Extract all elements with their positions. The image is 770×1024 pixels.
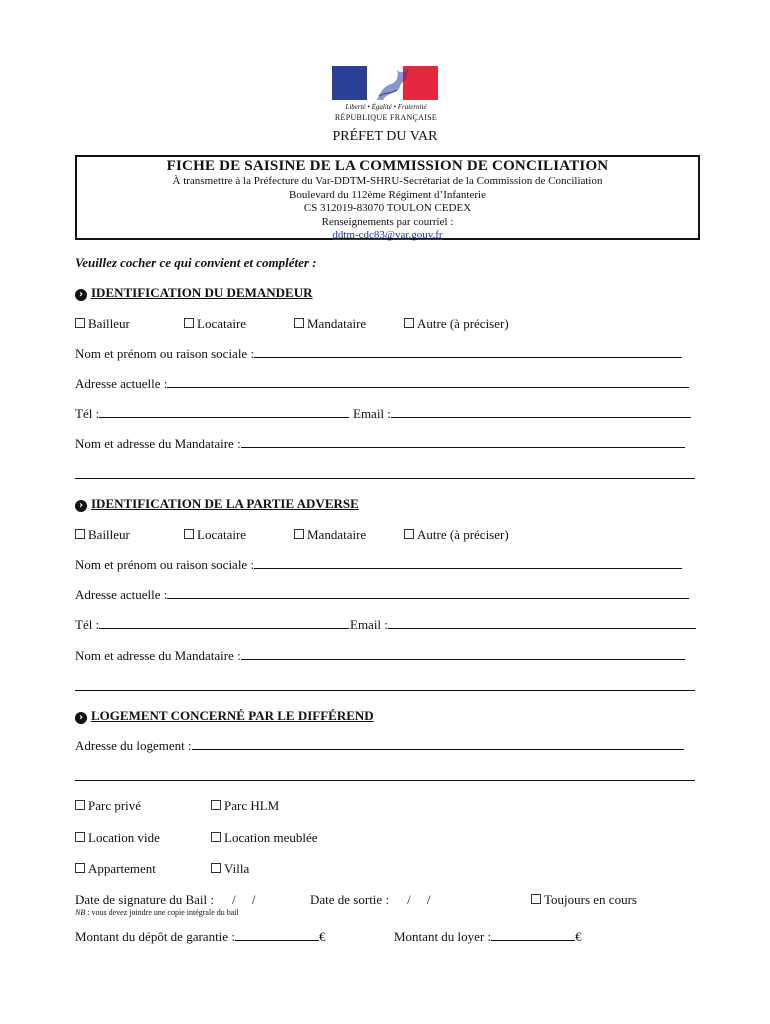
checkbox-icon[interactable] [404,529,414,539]
info-line: Renseignements par courriel : [321,215,454,228]
date-signature-field[interactable]: Date de signature du Bail : / / [75,892,256,907]
mandataire-field-2[interactable]: Nom et adresse du Mandataire : [75,648,685,664]
continuation-line[interactable] [75,478,695,479]
checkbox-mandataire-1[interactable]: Mandataire [294,316,366,332]
checkbox-parc-hlm[interactable]: Parc HLM [211,798,279,814]
checkbox-bailleur-2[interactable]: Bailleur [75,527,130,543]
instruction: Veuillez cocher ce qui convient et compléter : [75,255,317,270]
checkbox-icon[interactable] [75,832,85,842]
checkbox-icon[interactable] [211,800,221,810]
arrow-circle-icon: › [75,500,87,512]
contact-email-link[interactable]: ddtm-cdc83@var.gouv.fr [332,229,443,241]
checkbox-icon[interactable] [184,318,194,328]
section-logement-heading: › LOGEMENT CONCERNÉ PAR LE DIFFÉREND [75,708,374,724]
continuation-line[interactable] [75,780,695,781]
checkbox-icon[interactable] [294,529,304,539]
checkbox-icon[interactable] [294,318,304,328]
nb-note: NB : vous devez joindre une copie intégrale du bail [75,908,239,917]
loyer-field[interactable]: Montant du loyer : € [394,929,582,944]
checkbox-mandataire-2[interactable]: Mandataire [294,527,366,543]
mandataire-field-1[interactable]: Nom et adresse du Mandataire : [75,436,685,452]
republique-logo [325,66,447,122]
republic-label: RÉPUBLIQUE FRANÇAISE [334,113,438,122]
checkbox-icon[interactable] [184,529,194,539]
email-field-1[interactable]: Email : [353,406,691,422]
checkbox-locataire-1[interactable]: Locataire [184,316,246,332]
checkbox-bailleur-1[interactable]: Bailleur [75,316,130,332]
continuation-line[interactable] [75,690,695,691]
tel-field-1[interactable]: Tél : [75,406,349,422]
date-sortie-field[interactable]: Date de sortie : / / [310,892,431,907]
checkbox-icon[interactable] [211,863,221,873]
adresse-field-2[interactable]: Adresse actuelle : [75,587,689,603]
checkbox-icon[interactable] [75,863,85,873]
prefet-label: PRÉFET DU VAR [332,129,438,144]
checkbox-location-meublee[interactable]: Location meublée [211,830,318,846]
checkbox-autre-1[interactable]: Autre (à préciser) [404,316,509,332]
arrow-circle-icon: › [75,289,87,301]
checkbox-appartement[interactable]: Appartement [75,861,156,877]
checkbox-toujours-en-cours[interactable]: Toujours en cours [531,892,637,908]
motto: Liberté • Égalité • Fraternité [345,103,427,111]
checkbox-icon[interactable] [75,800,85,810]
marianne-flag-icon [332,66,438,100]
checkbox-icon[interactable] [531,894,541,904]
checkbox-icon[interactable] [75,529,85,539]
address-line-1: À transmettre à la Préfecture du Var-DDTM-SHRU-Secrétariat de la Commission de Conciliation [172,175,603,187]
checkbox-parc-prive[interactable]: Parc privé [75,798,141,814]
checkbox-autre-2[interactable]: Autre (à préciser) [404,527,509,543]
adresse-field-1[interactable]: Adresse actuelle : [75,376,689,392]
section-demandeur-heading: › IDENTIFICATION DU DEMANDEUR [75,285,313,301]
title-box [75,155,700,240]
address-line-3: CS 312019-83070 TOULON CEDEX [303,202,472,214]
checkbox-icon[interactable] [404,318,414,328]
depot-garantie-field[interactable]: Montant du dépôt de garantie : € [75,929,326,944]
checkbox-icon[interactable] [75,318,85,328]
checkbox-villa[interactable]: Villa [211,861,249,877]
arrow-circle-icon: › [75,712,87,724]
tel-field-2[interactable]: Tél : [75,617,349,633]
adresse-logement-field[interactable]: Adresse du logement : [75,738,684,754]
nom-field-2[interactable]: Nom et prénom ou raison sociale : [75,557,682,573]
checkbox-icon[interactable] [211,832,221,842]
address-line-2: Boulevard du 112ème Régiment d’Infanterie [289,188,486,201]
section-partie-adverse-heading: › IDENTIFICATION DE LA PARTIE ADVERSE [75,496,359,512]
nom-field-1[interactable]: Nom et prénom ou raison sociale : [75,346,682,362]
checkbox-location-vide[interactable]: Location vide [75,830,160,846]
checkbox-locataire-2[interactable]: Locataire [184,527,246,543]
email-field-2[interactable]: Email : [350,617,696,633]
form-title: FICHE DE SAISINE DE LA COMMISSION DE CONCILIATION [166,158,609,174]
